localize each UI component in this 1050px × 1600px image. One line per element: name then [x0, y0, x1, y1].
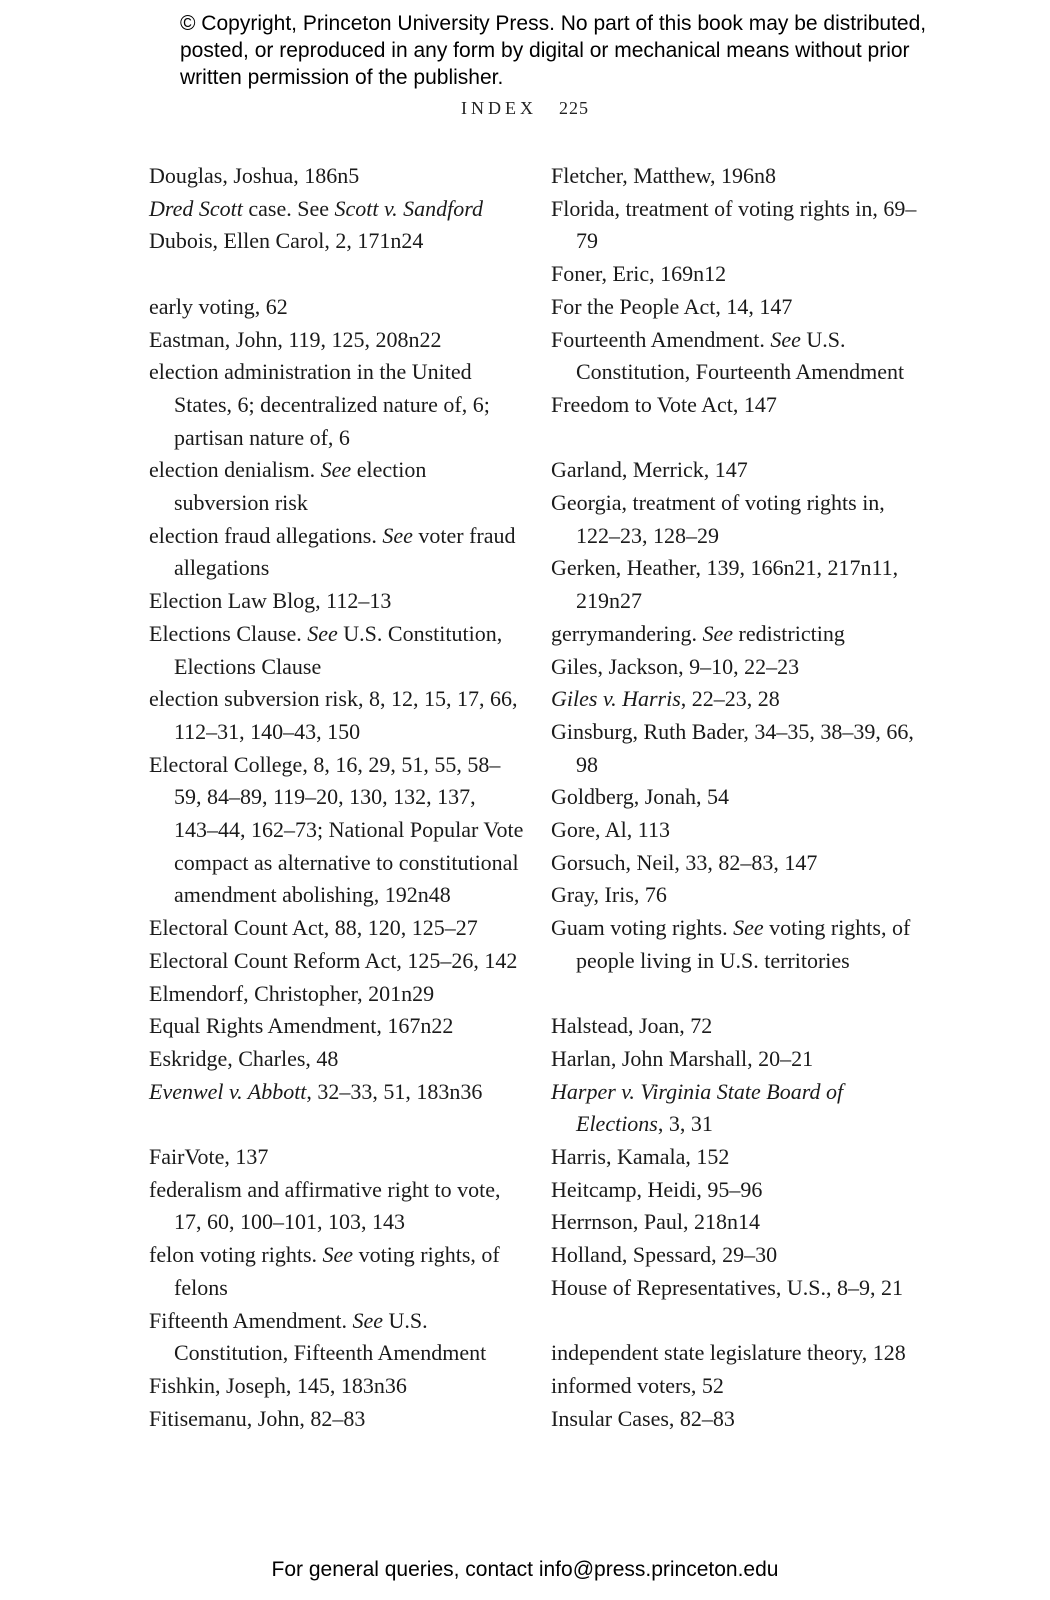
- index-entry: Electoral College, 8, 16, 29, 51, 55, 58–59, 84–89, 119–20, 130, 132, 137, 143–44, 162–73; National Popular Vote compact as alternative to constitutional amendment abolishing, 192n48: [149, 751, 524, 908]
- index-entry: Fifteenth Amendment. See U.S. Constitution, Fifteenth Amendment: [149, 1307, 487, 1366]
- index-entry: Equal Rights Amendment, 167n22: [149, 1013, 454, 1039]
- index-entry: Garland, Merrick, 147: [551, 457, 748, 483]
- index-column-right: [551, 160, 921, 1435]
- index-entry: Ginsburg, Ruth Bader, 34–35, 38–39, 66, 98: [551, 718, 914, 777]
- index-entry: House of Representatives, U.S., 8–9, 21: [551, 1274, 903, 1300]
- index-entry: Harris, Kamala, 152: [551, 1144, 730, 1170]
- index-entry: Harper v. Virginia State Board of Elections, 3, 31: [551, 1078, 844, 1137]
- index-entry: Dred Scott case. See Scott v. Sandford: [149, 195, 483, 221]
- index-entry: Elmendorf, Christopher, 201n29: [149, 980, 435, 1006]
- index-entry: Fitisemanu, John, 82–83: [149, 1405, 366, 1431]
- running-header: [0, 98, 1050, 119]
- section-title: INDEX: [461, 98, 537, 118]
- index-entry: Florida, treatment of voting rights in, 69–79: [551, 195, 917, 254]
- index-entry: Eskridge, Charles, 48: [149, 1045, 339, 1071]
- index-entry: Heitcamp, Heidi, 95–96: [551, 1176, 763, 1202]
- index-entry: Electoral Count Act, 88, 120, 125–27: [149, 915, 478, 941]
- page-number: 225: [559, 98, 589, 118]
- index-entry: Herrnson, Paul, 218n14: [551, 1209, 760, 1235]
- index-entry: election denialism. See election subversion risk: [149, 457, 427, 516]
- index-column-left: [149, 160, 524, 1435]
- index-entry: Foner, Eric, 169n12: [551, 261, 727, 287]
- index-entry: Gore, Al, 113: [551, 817, 670, 843]
- index-entry: early voting, 62: [149, 293, 288, 319]
- index-entry: Goldberg, Jonah, 54: [551, 784, 730, 810]
- index-entry: Harlan, John Marshall, 20–21: [551, 1045, 814, 1071]
- index-entry: Freedom to Vote Act, 147: [551, 391, 777, 417]
- index-entry: Guam voting rights. See voting rights, of people living in U.S. territories: [551, 915, 911, 973]
- letter-group-gap: [551, 978, 921, 1011]
- index-entry: Fourteenth Amendment. See U.S. Constitution, Fourteenth Amendment: [551, 326, 905, 385]
- index-entry: Giles, Jackson, 9–10, 22–23: [551, 653, 800, 679]
- index-entry: Elections Clause. See U.S. Constitution, Elections Clause: [149, 620, 503, 679]
- index-entry: Douglas, Joshua, 186n5: [149, 163, 360, 188]
- index-entry: Fletcher, Matthew, 196n8: [551, 163, 776, 188]
- index-entry: Eastman, John, 119, 125, 208n22: [149, 326, 442, 352]
- index-entry: election subversion risk, 8, 12, 15, 17, 66, 112–31, 140–43, 150: [149, 686, 518, 744]
- copyright-notice: © Copyright, Princeton University Press. No part of this book may be distributed, posted, or reproduced in any form by digital or mechanical means without prior written permission of the publisher.: [180, 12, 927, 89]
- index-entry: Dubois, Ellen Carol, 2, 171n24: [149, 228, 424, 254]
- index-entry: gerrymandering. See redistricting: [551, 620, 845, 646]
- letter-group-gap: [551, 1305, 921, 1338]
- index-entry: Evenwel v. Abbott, 32–33, 51, 183n36: [149, 1078, 483, 1104]
- index-entry: Fishkin, Joseph, 145, 183n36: [149, 1372, 407, 1398]
- index-entry: Giles v. Harris, 22–23, 28: [551, 686, 780, 712]
- letter-group-gap: [551, 422, 921, 455]
- index-entry: Gorsuch, Neil, 33, 82–83, 147: [551, 849, 818, 875]
- letter-group-gap: [149, 258, 524, 291]
- index-entry: FairVote, 137: [149, 1144, 269, 1170]
- index-entry: independent state legislature theory, 128: [551, 1340, 906, 1366]
- index-entry: Election Law Blog, 112–13: [149, 588, 392, 614]
- index-entry: For the People Act, 14, 147: [551, 293, 793, 319]
- index-entry: Electoral Count Reform Act, 125–26, 142: [149, 947, 518, 973]
- contact-footer: For general queries, contact info@press.princeton.edu: [271, 1558, 779, 1581]
- index-entry: Holland, Spessard, 29–30: [551, 1242, 778, 1268]
- index-entry: informed voters, 52: [551, 1372, 724, 1398]
- index-entry: felon voting rights. See voting rights, of felons: [149, 1242, 500, 1300]
- index-entry: election fraud allegations. See voter fraud allegations: [149, 522, 516, 581]
- index-entry: Gerken, Heather, 139, 166n21, 217n11, 219n27: [551, 555, 899, 614]
- index-entry: Gray, Iris, 76: [551, 882, 667, 908]
- index-entry: Insular Cases, 82–83: [551, 1405, 735, 1431]
- index-entry: Halstead, Joan, 72: [551, 1013, 713, 1039]
- index-entry: Georgia, treatment of voting rights in, 122–23, 128–29: [551, 490, 885, 548]
- index-entry: federalism and affirmative right to vote, 17, 60, 100–101, 103, 143: [149, 1176, 501, 1235]
- index-entry: election administration in the United States, 6; decentralized nature of, 6; partisan nature of, 6: [149, 359, 490, 450]
- letter-group-gap: [149, 1108, 524, 1141]
